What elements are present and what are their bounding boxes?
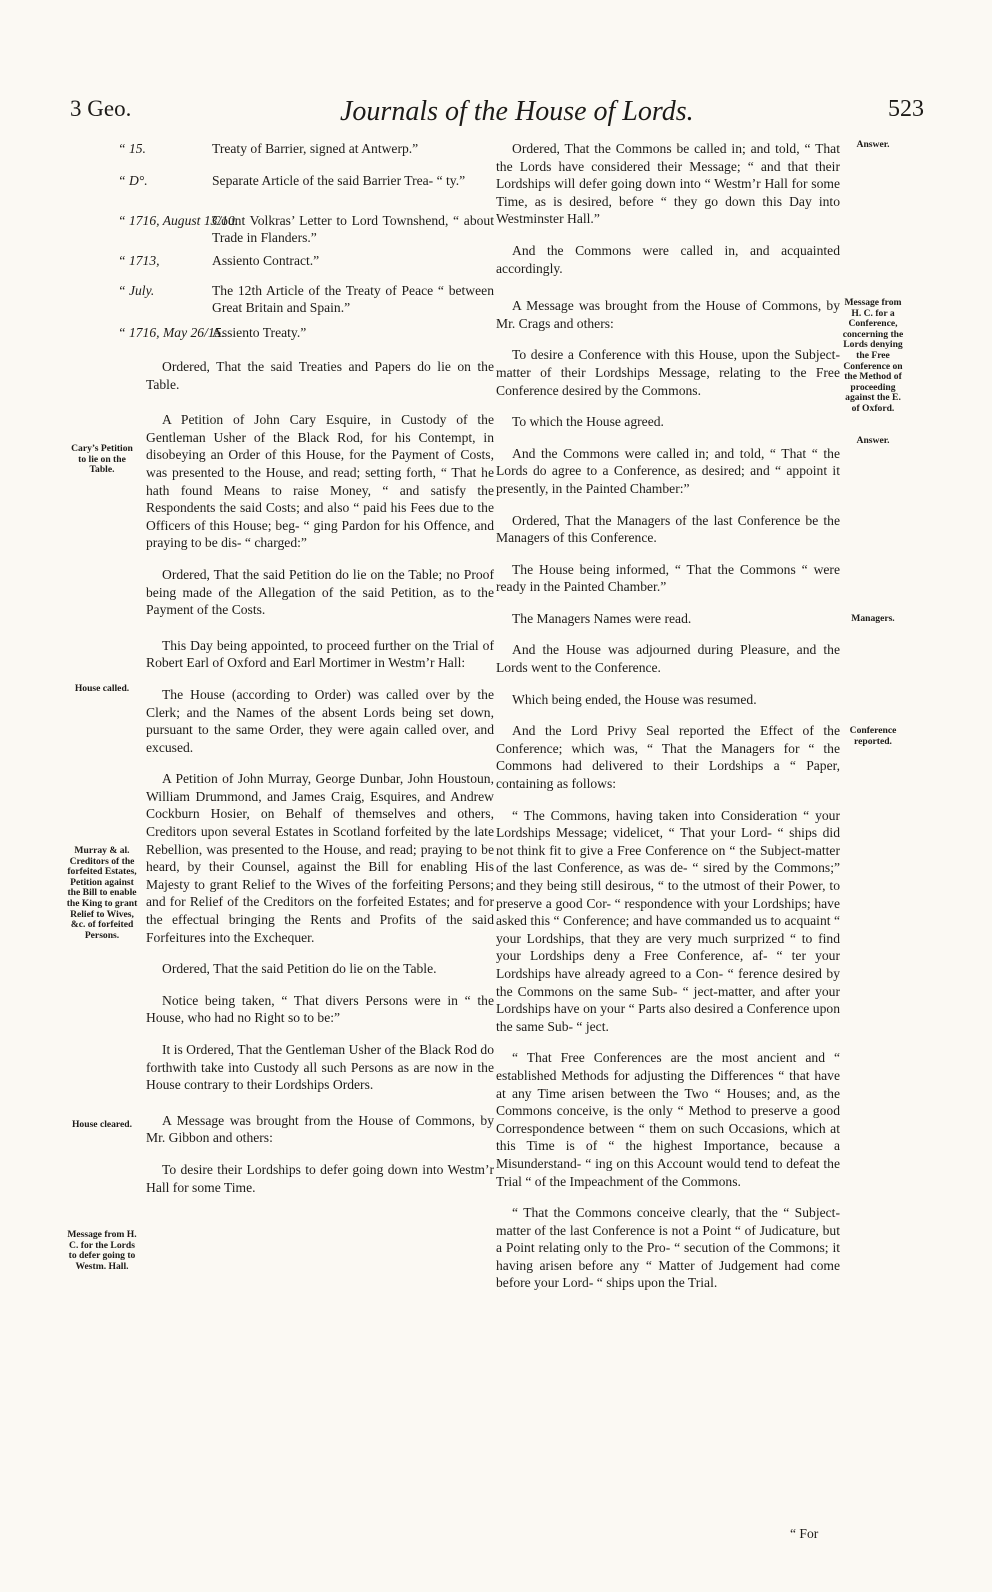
- margin-note: Message from H. C. for the Lords to defer going to Westm. Hall.: [67, 1229, 137, 1272]
- list-text: Assiento Treaty.”: [212, 325, 307, 340]
- paragraph: And the House was adjourned during Pleasure, and the Lords went to the Conference.: [496, 642, 840, 676]
- margin-note: Managers.: [851, 613, 895, 624]
- catchword: “ For: [790, 1526, 819, 1541]
- list-text: The 12th Article of the Treaty of Peace “ between Great Britain and Spain.”: [212, 283, 494, 315]
- paragraph: A Petition of John Murray, George Dunbar, John Houstoun, William Drummond, and James Craig, Esquires, and Andrew Cockburn Hosier, on Behalf of themselves and others, Creditors upon several Estates in Scotland forfeited by the late Rebellion, was presented to the House, and read; praying to be heard, by their Counsel, against the Bill for enabling His Majesty to grant Relief to the Wives of the forfeiting Persons; and for Relief of the Creditors on the forfeited Estates; and for the effectual bringing the Rents and Profits of the said Forfeitures into the Exchequer.: [146, 771, 494, 945]
- order-paragraph: Ordered, That the Commons be called in; and told, “ That the Lords have considered their Message; “ and that their Lordships will defer going down into “ Westm’r Hall for some Time, as is desired, before “ they go down this Day into Westminster Hall.”: [496, 141, 840, 227]
- journal-title: Journals of the House of Lords.: [340, 96, 694, 127]
- paragraph: A Message was brought from the House of Commons, by Mr. Gibbon and others:: [146, 1112, 494, 1146]
- order-paragraph: Ordered, That the said Petition do lie on the Table.: [162, 961, 437, 977]
- list-item: [118, 324, 494, 358]
- margin-note: House cleared.: [71, 1119, 133, 1130]
- list-date: “ 1713,: [118, 253, 160, 268]
- paragraph: To desire a Conference with this House, upon the Subject-matter of their Lordships Message, relating to the Free Conference desired by the Commons.: [496, 347, 840, 398]
- regnal-year: 3 Geo.: [70, 96, 132, 121]
- margin-note: Answer.: [856, 139, 890, 150]
- margin-note: Answer.: [856, 435, 890, 446]
- paragraph: The House being informed, “ That the Commons “ were ready in the Painted Chamber.”: [496, 561, 840, 595]
- list-item: [118, 282, 494, 324]
- paragraph: And the Commons were called in; and told, “ That “ the Lords do agree to a Conference, as desired; and “ appoint it presently, in the Painted Chamber:”: [496, 445, 840, 496]
- margin-note: Conference reported.: [849, 725, 897, 747]
- quoted-paragraph: “ That the Commons conceive clearly, that the “ Subject-matter of the last Conference is not a Point “ of Judicature, but a Point relating only to the Pro- “ secution of the Commons; it having arisen before any “ Matter of Judgement had come before your Lord- “ ships upon the Trial.: [496, 1205, 840, 1291]
- paragraph: Notice being taken, “ That divers Persons were in “ the House, who had no Right so to be:”: [146, 992, 494, 1026]
- list-date: “ 15.: [118, 141, 146, 156]
- quoted-paragraph: “ The Commons, having taken into Consideration “ your Lordships Message; videlicet, “ That your Lord- “ ships did not think fit to give a Free Conference on “ the Subject-matter of the last Conference, as was de- “ sired by the Commons;” and they being still desirous, “ to the utmost of their Power, to preserve a good Cor- “ respondence with your Lordships; have asked this “ Conference; and have commanded us to acquaint “ your Lordships, that they are very much surprized “ to find your Lordships deny a Free Conference, af- “ ter your Lordships have already agreed to a Con- “ ference desired by the Commons on the same Sub- “ ject-matter, and after your Lordships have on your “ Parts also desired a Conference upon the same Sub- “ ject.: [496, 807, 840, 1034]
- page-number: 523: [888, 96, 924, 122]
- order-paragraph: It is Ordered, That the Gentleman Usher of the Black Rod do forthwith take into Custody all such Persons as are now in the House contrary to their Lordships Orders.: [146, 1042, 494, 1093]
- paragraph: The Managers Names were read.: [512, 610, 692, 626]
- list-date: “ 1716, May 26/15.: [118, 325, 225, 340]
- list-text: Assiento Contract.”: [212, 253, 320, 268]
- list-text: Treaty of Barrier, signed at Antwerp.”: [212, 141, 419, 156]
- order-paragraph: Ordered, That the said Treaties and Papers do lie on the Table.: [146, 359, 494, 392]
- paragraph: This Day being appointed, to proceed further on the Trial of Robert Earl of Oxford and Earl Mortimer in Westm’r Hall:: [146, 637, 494, 671]
- page-header: [0, 96, 992, 136]
- list-item: [118, 212, 494, 252]
- list-item: [118, 140, 494, 172]
- right-column: [496, 140, 840, 1306]
- paragraph: And the Lord Privy Seal reported the Effect of the Conference; which was, “ That the Managers for “ the Commons had delivered to their Lordships a “ Paper, containing as follows:: [496, 723, 840, 792]
- margin-note: Message from H. C. for a Conference, concerning the Lords denying the Free Conference on the Method of proceeding against the E. of Oxford.: [842, 297, 904, 414]
- list-text: Separate Article of the said Barrier Trea- “ ty.”: [212, 173, 466, 188]
- list-item: [118, 252, 494, 282]
- paragraph: Which being ended, the House was resumed.: [512, 691, 757, 707]
- list-date: “ 1716, August 13/10.: [118, 213, 239, 228]
- list-item: [118, 172, 494, 212]
- margin-note: Murray & al. Creditors of the forfeited Estates, Petition against the Bill to enable the King to grant Relief to Wives, &c. of forfeited Persons.: [66, 845, 138, 941]
- list-text: Count Volkras’ Letter to Lord Townshend, “ about Trade in Flanders.”: [212, 213, 494, 245]
- order-paragraph: Ordered, That the said Petition do lie on the Table; no Proof being made of the Allegation of the said Petition, as to the Payment of the Costs.: [146, 566, 494, 618]
- paragraph: And the Commons were called in, and acquainted accordingly.: [496, 242, 840, 276]
- paragraph: To desire their Lordships to defer going down into Westm’r Hall for some Time.: [146, 1161, 494, 1195]
- paragraph: To which the House agreed.: [512, 414, 664, 430]
- paragraph: A Message was brought from the House of Commons, by Mr. Crags and others:: [496, 298, 840, 331]
- list-date: “ D°.: [118, 173, 148, 188]
- left-column: [118, 140, 494, 1210]
- order-paragraph: Ordered, That the Managers of the last Conference be the Managers of this Conference.: [496, 512, 840, 546]
- list-date: “ July.: [118, 283, 155, 298]
- margin-note: House called.: [74, 683, 130, 694]
- paragraph: A Petition of John Cary Esquire, in Custody of the Gentleman Usher of the Black Rod, for his Contempt, in disobeying an Order of this House, for the Payment of Costs, was presented to the House, and read; setting forth, “ That he hath found Means to raise Money, “ and satisfy the Respondents the said Costs; and also “ paid his Fees due to the Officers of this House; beg- “ ging Pardon for his Offence, and praying to be dis- “ charged:”: [146, 412, 494, 551]
- paragraph: The House (according to Order) was called over by the Clerk; and the Names of the absent Lords being set down, pursuant to the same Order, they were again called over, and excused.: [146, 686, 494, 755]
- margin-note: Cary’s Petition to lie on the Table.: [71, 443, 133, 476]
- quoted-paragraph: “ That Free Conferences are the most ancient and “ established Methods for adjusting the Differences “ that have at any Time arisen between the Two “ Houses; and, as the Commons conceive, is the only “ Method to preserve a good Correspondence between “ them on such Occasions, which at this Time is of “ the highest Importance, because a Misunderstand- “ ing on this Account would tend to defeat the Trial “ of the Impeachment of the Commons.: [496, 1050, 840, 1189]
